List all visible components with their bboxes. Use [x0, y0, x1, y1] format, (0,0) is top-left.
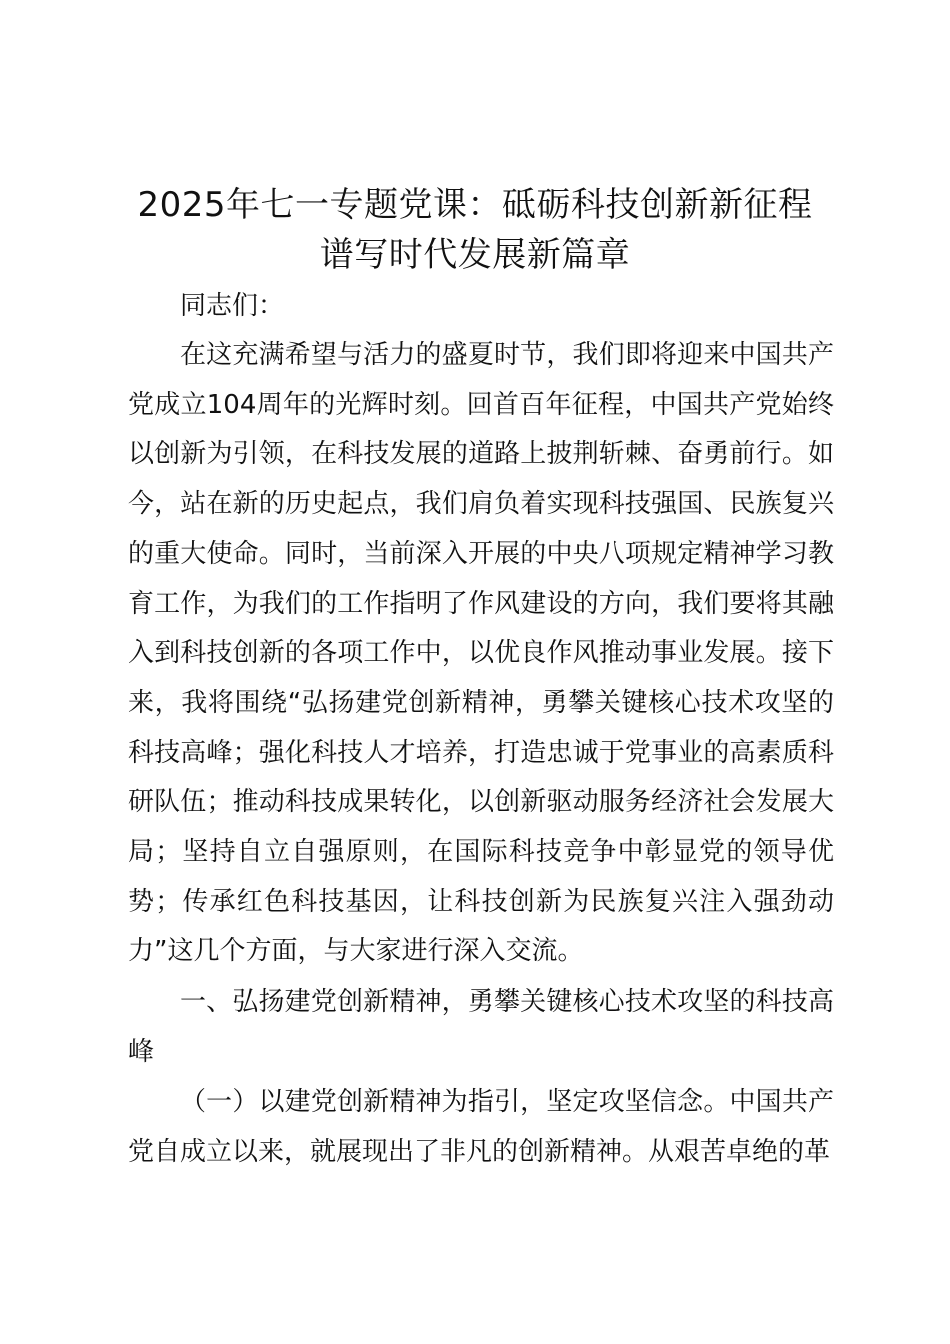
greeting-paragraph: 同志们： [180, 291, 285, 321]
intro-paragraph: 在这充满希望与活力的盛夏时节，我们即将迎来中国共产党成立104周年的光辉时刻。回首百年征程，中国共产党始终以创新为引领，在科技发展的道路上披荆斩棘、奋勇前行。如今，站在新的历史起点，我们肩负着实现科技强国、民族复兴的重大使命。同时，当前深入开展的中央八项规定精神学习教育工作，为我们的工作指明了作风建设的方向，我们要将其融入到科技创新的各项工作中，以优良作风推动事业发展。接下来，我将围绕“弘扬建党创新精神，勇攀关键核心技术攻坚的科技高峰；强化科技人才培养，打造忠诚于党事业的高素质科研队伍；推动科技成果转化，以创新驱动服务经济社会发展大局；坚持自立自强原则，在国际科技竞争中彰显党的领导优势；传承红色科技基因，让科技创新为民族复兴注入强劲动力”这几个方面，与大家进行深入交流。 [128, 340, 834, 967]
document-title-line-2: 谱写时代发展新篇章 [319, 235, 631, 275]
document-title-line-1: 2025年七一专题党课：砥砺科技创新新征程 [137, 185, 813, 225]
subsection-1-paragraph: （一）以建党创新精神为指引，坚定攻坚信念。中国共产党自成立以来，就展现出了非凡的创新精神。从艰苦卓绝的革 [128, 1087, 834, 1167]
section-1-heading: 一、弘扬建党创新精神，勇攀关键核心技术攻坚的科技高峰 [128, 987, 834, 1067]
